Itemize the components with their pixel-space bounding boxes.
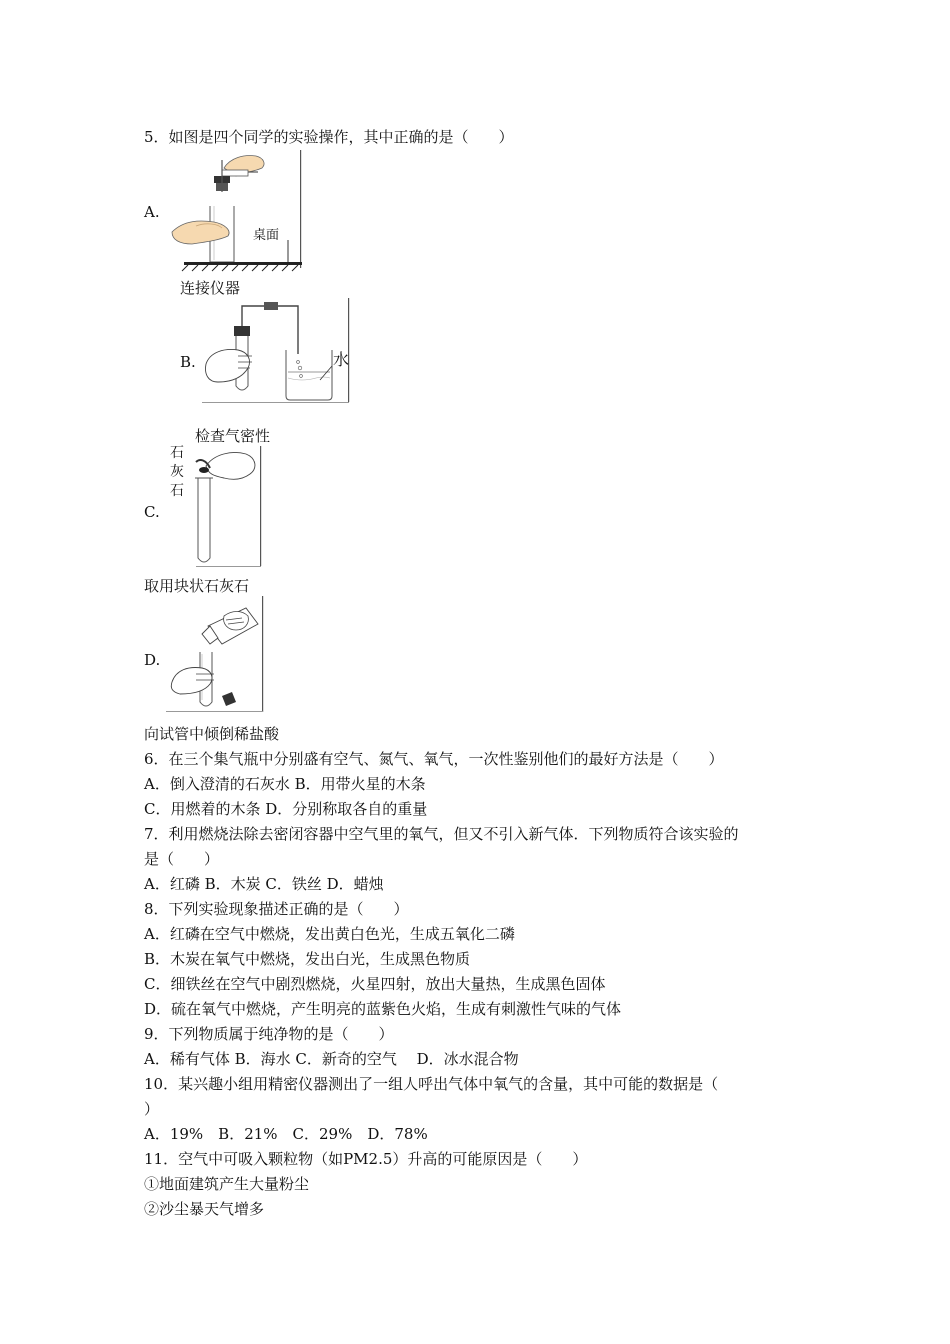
q5-option-a-caption: 连接仪器	[180, 279, 241, 297]
q10-stem-line-1: 10．某兴趣小组用精密仪器测出了一组人呼出气体中氧气的含量，其中可能的数据是（	[144, 1075, 719, 1093]
figure-pour-acid	[166, 596, 268, 714]
q5-option-b-letter: B.	[180, 353, 196, 371]
q5-option-d-letter: D.	[144, 651, 161, 669]
q5-option-b-caption: 检查气密性	[195, 427, 271, 445]
q8-stem: 8．下列实验现象描述正确的是（ ）	[144, 900, 409, 918]
q8-option-c: C．细铁丝在空气中剧烈燃烧，火星四射，放出大量热，生成黑色固体	[144, 975, 606, 993]
q8-option-d: D．硫在氧气中燃烧，产生明亮的蓝紫色火焰，生成有刺激性气味的气体	[144, 1000, 622, 1018]
q9-options: A．稀有气体 B．海水 C．新奇的空气 D．冰水混合物	[144, 1050, 519, 1068]
figure-label-water: 水	[333, 350, 350, 369]
figure-label-table: 桌面	[253, 228, 280, 243]
q7-stem-line-2: 是（ ）	[144, 850, 220, 868]
q5-option-c-caption: 取用块状石灰石	[144, 577, 250, 595]
figure-connect-apparatus	[166, 150, 306, 272]
q9-stem: 9．下列物质属于纯净物的是（ ）	[144, 1025, 394, 1043]
q8-option-b: B．木炭在氧气中燃烧，发出白光，生成黑色物质	[144, 950, 471, 968]
q7-options: A．红磷 B．木炭 C．铁丝 D．蜡烛	[144, 875, 384, 893]
q5-option-a-letter: A.	[144, 203, 160, 221]
q5-option-c-letter: C.	[144, 503, 160, 521]
q6-options-row-1: A．倒入澄清的石灰水 B．用带火星的木条	[144, 775, 426, 793]
q7-stem-line-1: 7．利用燃烧法除去密闭容器中空气里的氧气，但又不引入新气体．下列物质符合该实验的	[144, 825, 739, 843]
q10-options: A．19% B．21% C．29% D．78%	[144, 1125, 428, 1143]
q10-stem-line-2: ）	[144, 1100, 160, 1118]
q11-item-1: ①地面建筑产生大量粉尘	[144, 1175, 310, 1193]
q6-stem: 6．在三个集气瓶中分别盛有空气、氮气、氧气，一次性鉴别他们的最好方法是（ ）	[144, 750, 724, 768]
q8-option-a: A．红磷在空气中燃烧，发出黄白色光，生成五氧化二磷	[144, 925, 515, 943]
figure-label-limestone: 石 灰 石	[170, 445, 184, 499]
q5-option-d-caption: 向试管中倾倒稀盐酸	[144, 725, 280, 743]
figure-airtightness-check	[202, 298, 352, 404]
q11-item-2: ②沙尘暴天气增多	[144, 1200, 265, 1218]
q6-options-row-2: C．用燃着的木条 D．分别称取各自的重量	[144, 800, 428, 818]
q5-stem: 5．如图是四个同学的实验操作，其中正确的是（ ）	[144, 128, 514, 146]
q11-stem: 11．空气中可吸入颗粒物（如PM2.5）升高的可能原因是（ ）	[144, 1150, 588, 1168]
